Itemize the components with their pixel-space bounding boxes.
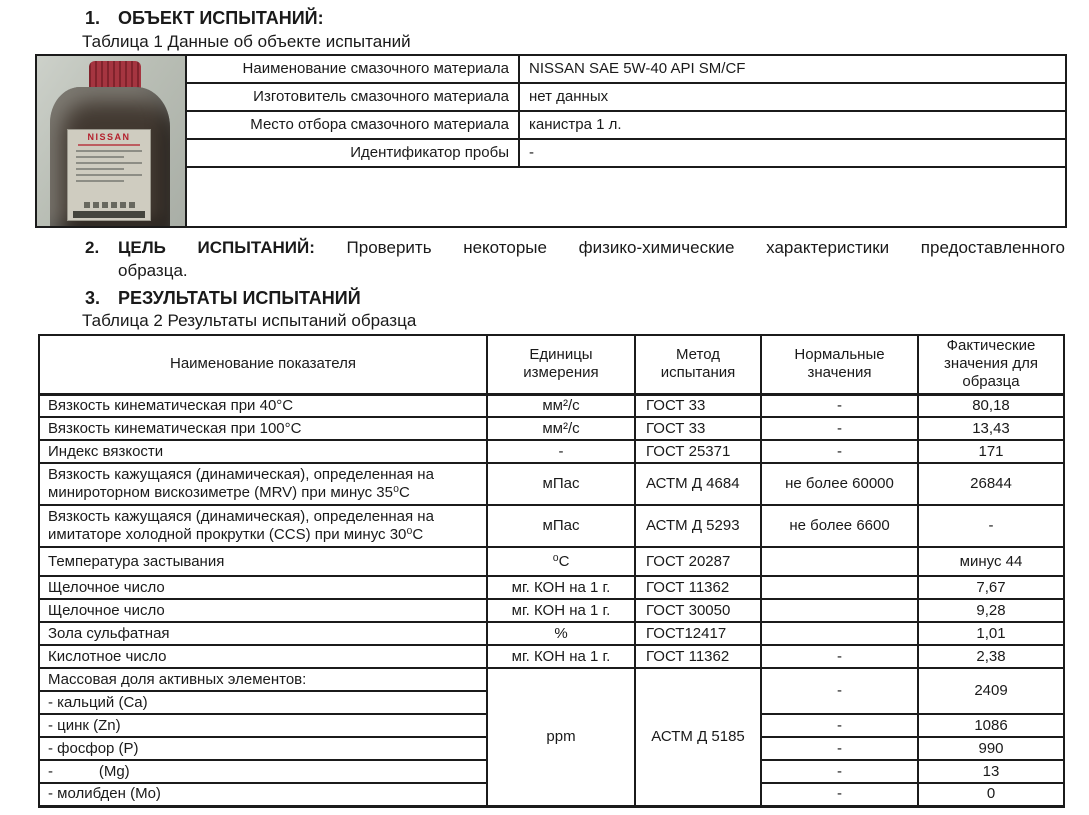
- t2-name: Индекс вязкости: [39, 440, 487, 463]
- t2-name: - молибден (Mo): [39, 783, 487, 806]
- section-2-paragraph: [85, 237, 1065, 283]
- table-row: [39, 576, 1064, 599]
- table-row: [39, 440, 1064, 463]
- table-row: [36, 55, 1066, 83]
- label-certification-icons: [68, 202, 150, 208]
- t2-name: Щелочное число: [39, 599, 487, 622]
- t2-method: ГОСТ 11362: [635, 576, 761, 599]
- t1-value: канистра 1 л.: [519, 111, 1066, 139]
- label-red-line: [78, 144, 140, 146]
- t2-group-method: АСТМ Д 5185: [635, 668, 761, 806]
- t2-normal: не более 60000: [761, 463, 918, 505]
- t1-label: Идентификатор пробы: [186, 139, 519, 167]
- t2-name: Температура застывания: [39, 547, 487, 576]
- t2-fact: 990: [918, 737, 1064, 760]
- section-2-line-1: [118, 237, 1065, 260]
- bottle-body: [50, 87, 170, 226]
- t2-normal: [761, 576, 918, 599]
- t2-name: - цинк (Zn): [39, 714, 487, 737]
- table-2-test-results: [38, 334, 1065, 808]
- t2-normal: -: [761, 714, 918, 737]
- table-row-group-header: [39, 668, 1064, 691]
- t2-name: - кальций (Ca): [39, 691, 487, 714]
- t2-method: АСТМ Д 4684: [635, 463, 761, 505]
- t2-normal: -: [761, 417, 918, 440]
- t2-header-normal: Нормальные значения: [761, 335, 918, 394]
- t2-header-units: Единицы измерения: [487, 335, 635, 394]
- t2-normal: -: [761, 394, 918, 417]
- label-text-line: [76, 168, 124, 170]
- t2-method: ГОСТ 30050: [635, 599, 761, 622]
- t2-units: мПас: [487, 505, 635, 547]
- t2-fact: 1086: [918, 714, 1064, 737]
- t2-name: Щелочное число: [39, 576, 487, 599]
- table-row: [39, 463, 1064, 505]
- t2-fact: 2,38: [918, 645, 1064, 668]
- t2-name: - фосфор (P): [39, 737, 487, 760]
- label-text-line: [76, 156, 124, 158]
- t2-fact: 0: [918, 783, 1064, 806]
- sample-photo-cell: [36, 55, 186, 227]
- t2-fact: 13,43: [918, 417, 1064, 440]
- t2-normal: -: [761, 783, 918, 806]
- label-text-line: [76, 180, 124, 182]
- t2-normal: не более 6600: [761, 505, 918, 547]
- t2-normal: -: [761, 645, 918, 668]
- label-text-line: [76, 174, 142, 176]
- section-2-number: 2.: [85, 237, 100, 257]
- t2-method: ГОСТ 25371: [635, 440, 761, 463]
- table-row: [36, 139, 1066, 167]
- bottle-brand-text: NISSAN: [87, 131, 131, 142]
- table-row: [39, 645, 1064, 668]
- label-text-line: [76, 150, 142, 152]
- section-2-text: [118, 237, 1065, 283]
- t2-method: ГОСТ 33: [635, 417, 761, 440]
- table-row: [36, 111, 1066, 139]
- section-1-heading: [85, 8, 1065, 30]
- t2-method: ГОСТ 11362: [635, 645, 761, 668]
- t2-fact: 1,01: [918, 622, 1064, 645]
- t2-name: Вязкость кажущаяся (динамическая), определенная на минироторном вискозиметре (MRV) при минус 35⁰C: [39, 463, 487, 505]
- table-row: [39, 599, 1064, 622]
- t2-units: мм²/с: [487, 394, 635, 417]
- t2-normal: [761, 547, 918, 576]
- t2-fact: 26844: [918, 463, 1064, 505]
- t2-header-fact: Фактические значения для образца: [918, 335, 1064, 394]
- label-barcode-strip: [73, 211, 145, 218]
- t2-name: - (Mg): [39, 760, 487, 783]
- t2-method: АСТМ Д 5293: [635, 505, 761, 547]
- t2-group-units: ppm: [487, 668, 635, 806]
- t2-header-name: Наименование показателя: [39, 335, 487, 394]
- t2-units: ⁰C: [487, 547, 635, 576]
- t1-value: NISSAN SAE 5W-40 API SM/CF: [519, 55, 1066, 83]
- t2-method: ГОСТ 20287: [635, 547, 761, 576]
- t2-units: мм²/с: [487, 417, 635, 440]
- table-row: [39, 622, 1064, 645]
- t2-normal: -: [761, 737, 918, 760]
- t2-group-header: Массовая доля активных элементов:: [39, 668, 487, 691]
- section-3-heading: [85, 288, 1065, 310]
- canister-photo: [37, 56, 185, 226]
- t2-header-method: Метод испытания: [635, 335, 761, 394]
- t2-units: мг. КОН на 1 г.: [487, 576, 635, 599]
- t2-fact: 7,67: [918, 576, 1064, 599]
- section-1-number: 1.: [85, 8, 101, 28]
- section-2-title: ЦЕЛЬ ИСПЫТАНИЙ:: [118, 237, 315, 257]
- t2-units: %: [487, 622, 635, 645]
- t2-normal: -: [761, 760, 918, 783]
- t2-fact: 9,28: [918, 599, 1064, 622]
- t2-normal: [761, 599, 918, 622]
- section-3-number: 3.: [85, 287, 101, 308]
- label-text-line: [76, 162, 142, 164]
- t2-name: Зола сульфатная: [39, 622, 487, 645]
- t2-fact: 171: [918, 440, 1064, 463]
- t2-units: -: [487, 440, 635, 463]
- t2-units: мПас: [487, 463, 635, 505]
- t1-label: Изготовитель смазочного материала: [186, 83, 519, 111]
- t2-normal: -: [761, 668, 918, 714]
- table-row: [39, 394, 1064, 417]
- table-1-caption: Таблица 1 Данные об объекте испытаний: [82, 31, 411, 51]
- t2-units: мг. КОН на 1 г.: [487, 645, 635, 668]
- section-1-title: ОБЪЕКТ ИСПЫТАНИЙ:: [118, 8, 324, 28]
- t2-name: Кислотное число: [39, 645, 487, 668]
- t2-fact: -: [918, 505, 1064, 547]
- table-row: [39, 417, 1064, 440]
- table-row: [39, 505, 1064, 547]
- t2-method: ГОСТ12417: [635, 622, 761, 645]
- table-2-caption: Таблица 2 Результаты испытаний образца: [82, 311, 417, 331]
- t1-value: -: [519, 139, 1066, 167]
- t2-normal: -: [761, 440, 918, 463]
- t2-fact: минус 44: [918, 547, 1064, 576]
- t1-label: Наименование смазочного материала: [186, 55, 519, 83]
- t1-value: нет данных: [519, 83, 1066, 111]
- t1-label: Место отбора смазочного материала: [186, 111, 519, 139]
- t2-units: мг. КОН на 1 г.: [487, 599, 635, 622]
- t2-fact: 80,18: [918, 394, 1064, 417]
- section-2-body: Проверить некоторые физико-химические характеристики предоставленного: [346, 237, 1066, 257]
- t1-empty-cell: [186, 167, 1066, 227]
- section-2-line-2: образца.: [118, 260, 188, 280]
- section-3-title: РЕЗУЛЬТАТЫ ИСПЫТАНИЙ: [118, 287, 361, 308]
- table-row: [36, 83, 1066, 111]
- t2-name: Вязкость кажущаяся (динамическая), определенная на имитаторе холодной прокрутки (CCS) при минус 30⁰C: [39, 505, 487, 547]
- t2-name: Вязкость кинематическая при 40°C: [39, 394, 487, 417]
- table-row: [39, 547, 1064, 576]
- table-header-row: [39, 335, 1064, 394]
- t2-method: ГОСТ 33: [635, 394, 761, 417]
- bottle-label: [67, 129, 151, 221]
- table-row: [36, 167, 1066, 227]
- t2-fact: 2409: [918, 668, 1064, 714]
- t2-normal: [761, 622, 918, 645]
- t2-name: Вязкость кинематическая при 100°C: [39, 417, 487, 440]
- t2-fact: 13: [918, 760, 1064, 783]
- table-1-object-of-tests: [35, 54, 1067, 228]
